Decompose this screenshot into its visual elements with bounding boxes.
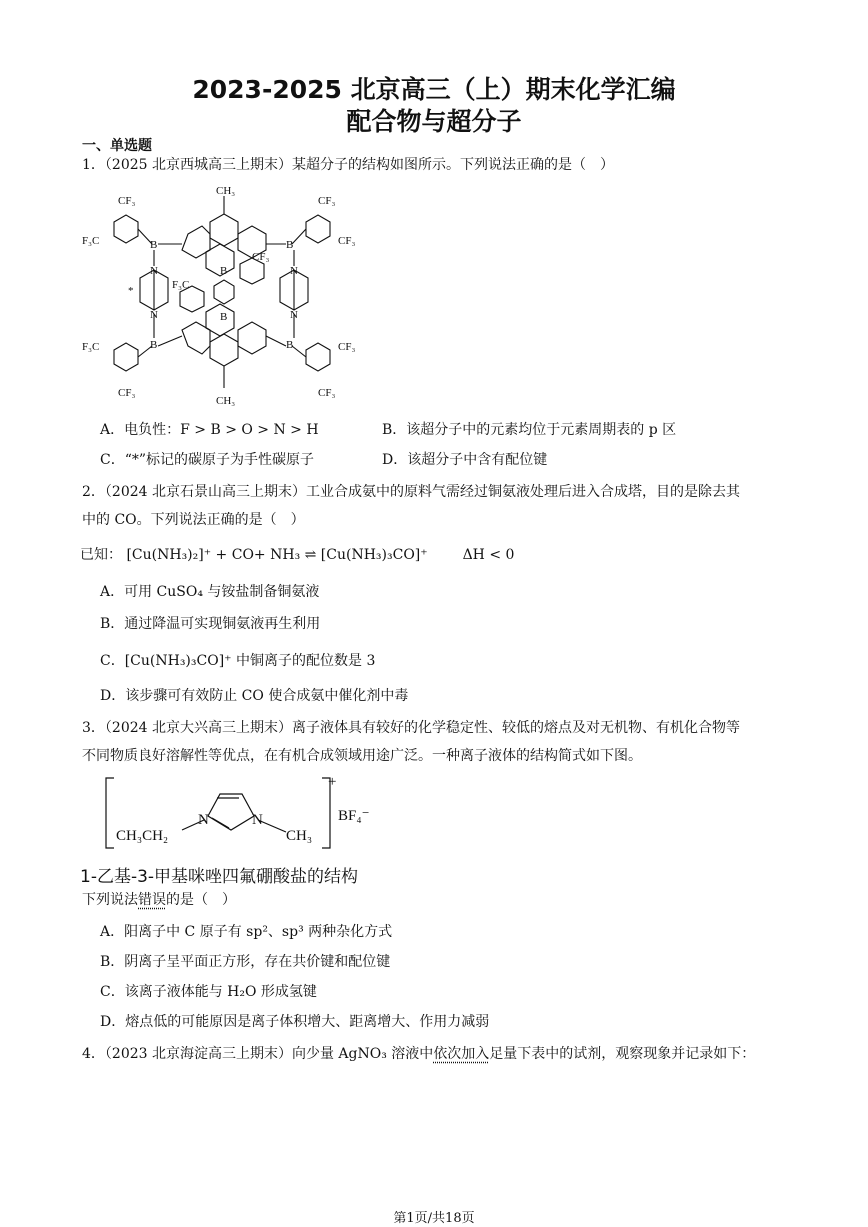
q2-option-c bbox=[100, 651, 375, 671]
svg-text:CF₃: CF₃ bbox=[318, 387, 336, 399]
q1-option-b: B．该超分子中的元素均位于元素周期表的 p 区 bbox=[382, 422, 677, 438]
svg-text:CF₃: CF₃ bbox=[318, 195, 336, 207]
q4-stem-suffix: 足量下表中的试剂，观察现象并记录如下： bbox=[489, 1046, 756, 1062]
svg-text:CH₃CH₂: CH₃CH₂ bbox=[116, 828, 169, 844]
svg-text:B: B bbox=[150, 339, 158, 351]
document-subtitle: 配合物与超分子 bbox=[346, 107, 522, 136]
svg-text:F₃C: F₃C bbox=[82, 235, 100, 247]
q2-equation: [Cu(NH₃)₂]⁺ + CO+ NH₃ ⇌ [Cu(NH₃)₃CO]⁺ bbox=[126, 547, 428, 563]
svg-text:B: B bbox=[286, 239, 294, 251]
svg-text:B: B bbox=[220, 311, 228, 323]
svg-text:CH₃: CH₃ bbox=[286, 828, 313, 844]
q1-option-d: D．该超分子中含有配位键 bbox=[382, 452, 548, 468]
svg-text:B: B bbox=[150, 239, 158, 251]
q2-option-c-formula: C．[Cu(NH₃)₃CO]⁺ bbox=[100, 653, 232, 669]
ionic-liquid-structure-figure bbox=[100, 774, 380, 852]
q3-ask-suffix: 的是（ ） bbox=[166, 892, 236, 908]
q3-ask-prefix: 下列说法 bbox=[82, 892, 138, 908]
q2-option-a: A．可用 CuSO₄ 与铵盐制备铜氨液 bbox=[100, 584, 320, 600]
q3-option-b: B．阴离子呈平面正方形，存在共价键和配位键 bbox=[100, 954, 391, 970]
svg-text:*: * bbox=[128, 285, 134, 297]
document-title: 2023-2025 北京高三（上）期末化学汇编 bbox=[192, 75, 676, 104]
q4-stem-emphasis: 依次加入 bbox=[433, 1046, 490, 1062]
svg-text:F₃C: F₃C bbox=[172, 279, 190, 291]
svg-text:CF₃: CF₃ bbox=[338, 235, 356, 247]
q1-stem: 1．（2025 北京西城高三上期末）某超分子的结构如图所示。下列说法正确的是（ ） bbox=[82, 157, 614, 173]
svg-text:N: N bbox=[290, 265, 298, 277]
svg-text:CH₃: CH₃ bbox=[216, 395, 236, 407]
q4-stem-prefix: 4．（2023 北京海淀高三上期末）向少量 AgNO₃ 溶液中 bbox=[82, 1046, 434, 1062]
q2-stem-line2: 中的 CO。下列说法正确的是（ ） bbox=[82, 512, 305, 528]
svg-text:F₃C: F₃C bbox=[82, 341, 100, 353]
q3-ask-emphasis: 错误 bbox=[138, 892, 166, 908]
svg-text:BF₄⁻: BF₄⁻ bbox=[338, 808, 370, 824]
svg-text:N: N bbox=[150, 309, 158, 321]
q3-stem-line2: 不同物质良好溶解性等优点，在有机合成领域用途广泛。一种离子液体的结构简式如下图。 bbox=[82, 748, 642, 764]
svg-text:CF₃: CF₃ bbox=[252, 251, 270, 263]
q3-option-c: C．该离子液体能与 H₂O 形成氢键 bbox=[100, 984, 317, 1000]
q2-given-equation bbox=[80, 544, 514, 564]
svg-text:N: N bbox=[150, 265, 158, 277]
q2-option-d: D．该步骤可有效防止 CO 使合成氨中催化剂中毒 bbox=[100, 688, 409, 704]
svg-text:CF₃: CF₃ bbox=[118, 195, 136, 207]
q3-ask bbox=[82, 890, 236, 910]
page-footer: 第1页/共18页 bbox=[393, 1211, 475, 1226]
supramolecule-structure-figure bbox=[80, 182, 370, 414]
svg-text:N: N bbox=[290, 309, 298, 321]
q1-option-a: A．电负性：F > B > O > N > H bbox=[100, 422, 319, 438]
q2-given-prefix: 已知： bbox=[80, 547, 122, 563]
q2-option-c-text: 中铜离子的配位数是 3 bbox=[236, 653, 376, 669]
section-heading: 一、单选题 bbox=[82, 138, 152, 154]
svg-text:CF₃: CF₃ bbox=[118, 387, 136, 399]
svg-text:B: B bbox=[286, 339, 294, 351]
q2-stem-line1: 2．（2024 北京石景山高三上期末）工业合成氨中的原料气需经过铜氨液处理后进入合成塔，目的是除去其 bbox=[82, 484, 740, 500]
q2-enthalpy: ΔH < 0 bbox=[462, 547, 515, 563]
ionic-liquid-caption: 1-乙基-3-甲基咪唑四氟硼酸盐的结构 bbox=[80, 867, 359, 887]
q3-stem-line1: 3．（2024 北京大兴高三上期末）离子液体具有较好的化学稳定性、较低的熔点及对无机物、有机化合物等 bbox=[82, 720, 740, 736]
q2-option-b: B．通过降温可实现铜氨液再生利用 bbox=[100, 616, 321, 632]
svg-text:CH₃: CH₃ bbox=[216, 185, 236, 197]
svg-text:+: + bbox=[328, 774, 337, 790]
svg-text:N: N bbox=[252, 812, 263, 828]
q1-option-c: C．“*”标记的碳原子为手性碳原子 bbox=[100, 452, 315, 468]
q4-stem bbox=[82, 1044, 755, 1064]
q3-option-d: D．熔点低的可能原因是离子体积增大、距离增大、作用力减弱 bbox=[100, 1014, 490, 1030]
svg-text:CF₃: CF₃ bbox=[338, 341, 356, 353]
svg-text:N: N bbox=[198, 812, 209, 828]
q3-option-a: A．阳离子中 C 原子有 sp²、sp³ 两种杂化方式 bbox=[100, 924, 393, 940]
svg-text:B: B bbox=[220, 265, 228, 277]
